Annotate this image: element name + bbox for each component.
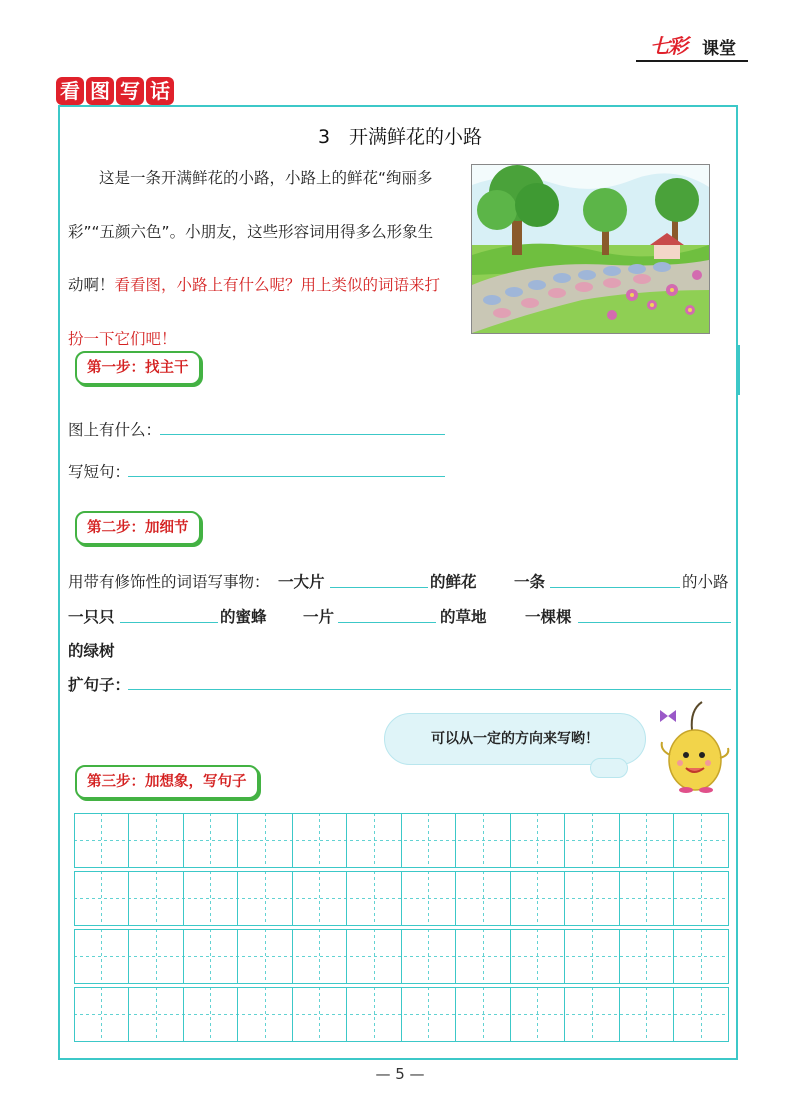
step2-instruction: 用带有修饰性的词语写事物： (68, 573, 270, 591)
answer-line-sentence[interactable] (128, 475, 445, 477)
phrase-b2: 一片 (303, 608, 335, 626)
brand-logo-text: 课堂 (702, 39, 736, 59)
tip-bubble-tail (590, 758, 628, 778)
blank-flowers[interactable] (330, 586, 428, 588)
phrase-b3: 一棵棵 (525, 608, 572, 626)
header-rule (636, 60, 748, 62)
writing-grid[interactable] (74, 813, 730, 1045)
phrase-c1: 的绿树 (68, 642, 115, 660)
phrase-a1-suffix: 的鲜花 (430, 573, 477, 591)
flower-path-picture (472, 165, 709, 333)
section-tag-char: 话 (146, 77, 174, 105)
expand-sentence-label: 扩句子： (68, 676, 131, 694)
phrase-b1-suffix: 的蜜蜂 (220, 608, 267, 626)
mascot-potato-icon (650, 700, 740, 795)
step1-badge: 第一步：找主干 (75, 351, 201, 385)
intro-paragraph (68, 152, 444, 366)
intro-prompt: 看看图，小路上有什么呢？用上类似的词语来打扮一下它们吧！ (68, 276, 441, 348)
phrase-a2-suffix: 的小路 (682, 573, 729, 591)
brand-logo-mark: 七彩 (650, 34, 686, 58)
answer-line-expand[interactable] (128, 688, 731, 690)
step2-badge: 第二步：加细节 (75, 511, 201, 545)
phrase-a1: 一大片 (278, 573, 325, 591)
intro-text: 这是一条开满鲜花的小路，小路上的鲜花“绚丽多彩”“五颜六色”。小朋友，这些形容词用得多么形象生动啊！ (68, 169, 434, 294)
flower-path-illustration (471, 164, 710, 334)
page-number: — 5 — (375, 1065, 425, 1083)
section-tag-char: 看 (56, 77, 84, 105)
frame-accent (736, 345, 740, 395)
tip-bubble: 可以从一定的方向来写哟！ (384, 713, 646, 765)
step1-question-sentence: 写短句： (68, 463, 131, 481)
blank-bees[interactable] (120, 621, 218, 623)
answer-line-what[interactable] (160, 433, 445, 435)
section-tag (56, 77, 174, 107)
phrase-b1: 一只只 (68, 608, 115, 626)
step3-badge: 第三步：加想象，写句子 (75, 765, 259, 799)
phrase-a2: 一条 (514, 573, 546, 591)
step1-question-what: 图上有什么： (68, 421, 162, 439)
blank-trees[interactable] (578, 621, 731, 623)
phrase-b2-suffix: 的草地 (440, 608, 487, 626)
blank-path[interactable] (550, 586, 680, 588)
section-tag-char: 写 (116, 77, 144, 105)
blank-grass[interactable] (338, 621, 436, 623)
section-tag-char: 图 (86, 77, 114, 105)
page-title: 3 开满鲜花的小路 (317, 126, 483, 148)
